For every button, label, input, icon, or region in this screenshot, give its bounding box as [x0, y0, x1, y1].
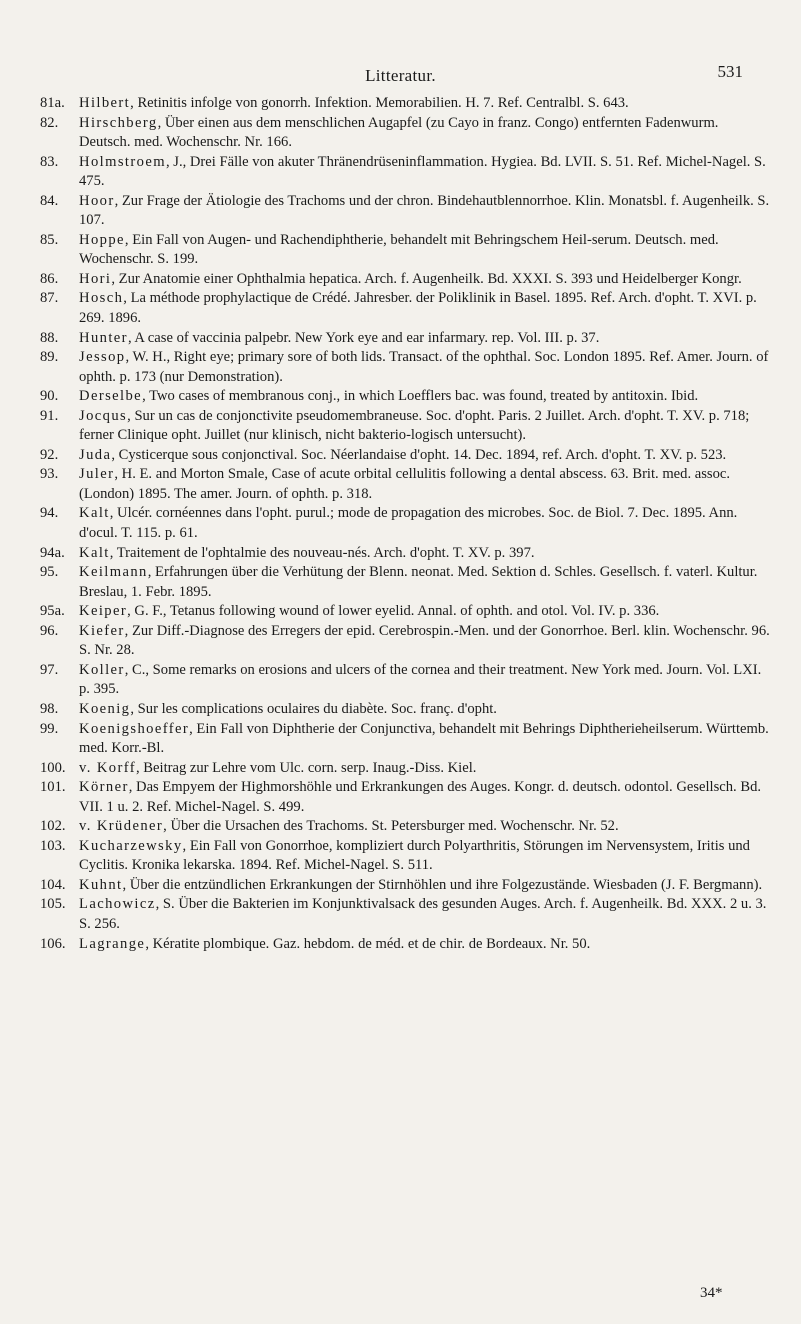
bibliography-entry	[40, 114, 770, 153]
entry-number: 99.	[40, 720, 59, 737]
bibliography-entry	[40, 465, 770, 504]
entry-number: 91.	[40, 407, 59, 424]
entry-author: Kalt	[79, 505, 110, 522]
entry-text: , Cysticerque sous conjonctival. Soc. Néerlandaise d'opht. 14. Dec. 1894, ref. Arch. d'opht. T. XV. p. 523.	[111, 446, 727, 463]
entry-text: , Über die entzündlichen Erkrankungen der Stirnhöhlen und ihre Folgezustände. Wiesbaden (J. F. Bergmann).	[122, 876, 763, 893]
entry-author: Holmstroem	[79, 153, 166, 170]
entry-number: 104.	[40, 876, 66, 893]
entry-text: , Das Empyem der Highmorshöhle und Erkrankungen des Auges. Kongr. d. deutsch. odontol. Gesellsch. Bd. VII. 1 u. 2. Ref. Michel-Nagel. S. 499.	[79, 779, 762, 815]
entry-author: Juler	[79, 466, 115, 483]
entry-number: 88.	[40, 329, 59, 346]
entry-number: 103.	[40, 837, 66, 854]
entry-number: 82.	[40, 114, 59, 131]
entry-number: 84.	[40, 192, 59, 209]
entry-number: 97.	[40, 661, 59, 678]
entry-number: 102.	[40, 818, 66, 835]
entry-text: , Ein Fall von Diphtherie der Conjunctiva, behandelt mit Behrings Diphtherieheilserum. Württemb. med. Korr.-Bl.	[79, 720, 769, 757]
entry-author: Hoor	[79, 192, 115, 209]
bibliography-entry	[40, 759, 770, 779]
signature-mark: 34*	[700, 1285, 723, 1301]
entry-author: Körner	[79, 779, 129, 796]
entry-author: Koenig	[79, 700, 131, 717]
bibliography-entry	[40, 387, 770, 407]
entry-number: 83.	[40, 153, 59, 170]
entry-text: , Ein Fall von Augen- und Rachendiphtherie, behandelt mit Behringschem Heil-serum. Deutsch. med. Wochenschr. S. 199.	[79, 231, 719, 268]
entry-number: 86.	[40, 270, 59, 287]
entry-text: , Ulcér. cornéennes dans l'opht. purul.; mode de propagation des microbes. Soc. de Biol. 7. Dec. 1895. Ann. d'ocul. T. 115. p. 61.	[79, 505, 738, 542]
entry-number: 100.	[40, 759, 66, 776]
bibliography-entry	[40, 407, 770, 446]
entry-text: , Ein Fall von Gonorrhoe, kompliziert durch Polyarthritis, Störungen im Nervensystem, Iritis und Cyclitis. Kronika lekarska. 1894. Ref. Michel-Nagel. S. 511.	[79, 837, 750, 874]
entry-number: 105.	[40, 896, 66, 913]
entry-text: , C., Some remarks on erosions and ulcers of the cornea and their treatment. New York med. Journ. Vol. LXI. p. 395.	[79, 661, 762, 698]
entry-author: Kiefer	[79, 622, 125, 639]
entry-text: , Sur les complications oculaires du diabète. Soc. franç. d'opht.	[130, 700, 497, 717]
bibliography-entry	[40, 348, 770, 387]
bibliography-entry	[40, 231, 770, 270]
entry-text: , Sur un cas de conjonctivite pseudomembraneuse. Soc. d'opht. Paris. 2 Juillet. Arch. d'opht. T. XV. p. 718; ferner Clinique opht. Juillet (nur klinisch, nicht bakterio-logisch untersucht).	[79, 407, 750, 444]
bibliography-entry	[40, 504, 770, 543]
bibliography-entry	[40, 563, 770, 602]
bibliography-entry	[40, 329, 770, 349]
entry-text: , Kératite plombique. Gaz. hebdom. de méd. et de chir. de Bordeaux. Nr. 50.	[145, 935, 591, 952]
entry-text: , S. Über die Bakterien im Konjunktivalsack des gesunden Auges. Arch. f. Augenheilk. Bd. XXX. 2 u. 3. S. 256.	[79, 896, 767, 932]
bibliography-entry	[40, 661, 770, 700]
entry-author: Hoppe	[79, 231, 125, 248]
bibliography-entry	[40, 622, 770, 661]
entry-text: , W. H., Right eye; primary sore of both lids. Transact. of the ophthal. Soc. London 1895. Ref. Amer. Journ. of ophth. p. 173 (nur Demonstration).	[79, 349, 769, 385]
bibliography-entry	[40, 720, 770, 759]
entry-number: 101.	[40, 779, 66, 796]
bibliography-entry	[40, 289, 770, 328]
entry-number: 81a.	[40, 95, 65, 111]
entry-text: , G. F., Tetanus following wound of lower eyelid. Annal. of ophth. and otol. Vol. IV. p. 336.	[127, 603, 660, 620]
entry-author: Hirschberg	[79, 114, 158, 131]
entry-author: Juda	[79, 446, 112, 463]
entry-number: 90.	[40, 388, 59, 405]
entry-number: 96.	[40, 622, 59, 639]
bibliography-entry	[40, 935, 770, 955]
entry-author: Kucharzewsky	[79, 837, 183, 854]
entry-number: 94.	[40, 505, 59, 522]
bibliography-entry	[40, 602, 770, 622]
page-number: 531	[717, 62, 743, 81]
entry-text: , Über die Ursachen des Trachoms. St. Petersburger med. Wochenschr. Nr. 52.	[163, 818, 619, 835]
entry-author: Hori	[79, 270, 112, 287]
entry-author: Kalt	[79, 544, 110, 561]
bibliography-entry	[40, 895, 770, 934]
entry-author: Lachowicz	[79, 896, 156, 913]
entry-number: 87.	[40, 290, 59, 307]
entry-text: , Zur Frage der Ätiologie des Trachoms und der chron. Bindehautblennorrhoe. Klin. Monatsbl. f. Augenheilk. S. 107.	[79, 192, 770, 229]
entry-text: , La méthode prophylactique de Crédé. Jahresber. der Poliklinik in Basel. 1895. Ref. Arch. d'opht. T. XVI. p. 269. 1896.	[79, 290, 757, 327]
entry-number: 98.	[40, 700, 59, 717]
entry-author: Jessop	[79, 349, 126, 366]
entry-number: 106.	[40, 935, 66, 952]
bibliography-entry	[40, 817, 770, 837]
entry-author: Derselbe	[79, 388, 143, 405]
bibliography-entry	[40, 544, 770, 564]
entry-text: , Zur Diff.-Diagnose des Erregers der epid. Cerebrospin.-Men. und der Gonorrhoe. Berl. klin. Wochenschr. 96. S. Nr. 28.	[79, 622, 770, 659]
entry-text: , Traitement de l'ophtalmie des nouveau-nés. Arch. d'opht. T. XV. p. 397.	[109, 544, 535, 561]
entry-author: v. Krüdener	[79, 818, 164, 835]
entry-number: 95.	[40, 564, 59, 581]
entry-author: Koller	[79, 661, 125, 678]
entry-author: Koenigshoeffer	[79, 720, 190, 737]
entry-number: 93.	[40, 466, 59, 483]
bibliography-entry	[40, 192, 770, 231]
entry-number: 94a.	[40, 544, 65, 561]
bibliography-list	[40, 94, 770, 954]
entry-author: Hilbert	[79, 95, 131, 111]
entry-text: , Erfahrungen über die Verhütung der Blenn. neonat. Med. Sektion d. Schles. Gesellsch. f. vaterl. Kultur. Breslau, 1. Febr. 1895.	[79, 564, 758, 600]
entry-text: , Beitrag zur Lehre vom Ulc. corn. serp. Inaug.-Diss. Kiel.	[136, 759, 477, 776]
bibliography-entry	[40, 837, 770, 876]
bibliography-entry	[40, 876, 770, 896]
entry-number: 89.	[40, 349, 59, 366]
bibliography-entry	[40, 94, 770, 114]
entry-author: Hosch	[79, 290, 124, 307]
entry-text: , Two cases of membranous conj., in which Loefflers bac. was found, treated by antitoxin. Ibid.	[142, 388, 699, 405]
entry-text: , Über einen aus dem menschlichen Augapfel (zu Cayo in franz. Congo) entfernten Fadenwurm. Deutsch. med. Wochenschr. Nr. 166.	[79, 114, 719, 151]
entry-author: Hunter	[79, 329, 128, 346]
entry-text: , A case of vaccinia palpebr. New York eye and ear infarmary. rep. Vol. III. p. 37.	[127, 329, 600, 346]
running-head: Litteratur.	[365, 66, 436, 85]
entry-author: Lagrange	[79, 935, 146, 952]
entry-text: , H. E. and Morton Smale, Case of acute orbital cellulitis following a dental abscess. 63. Brit. med. assoc. (London) 1895. The amer. Journ. of ophth. p. 318.	[79, 466, 731, 502]
entry-author: Jocqus	[79, 407, 128, 424]
entry-author: Keiper	[79, 603, 128, 620]
bibliography-entry	[40, 153, 770, 192]
entry-author: Keilmann	[79, 564, 148, 581]
bibliography-entry	[40, 446, 770, 466]
entry-author: Kuhnt	[79, 876, 123, 893]
entry-number: 95a.	[40, 603, 65, 620]
entry-text: , Retinitis infolge von gonorrh. Infektion. Memorabilien. H. 7. Ref. Centralbl. S. 643.	[130, 95, 629, 111]
bibliography-entry	[40, 700, 770, 720]
entry-number: 85.	[40, 231, 59, 248]
entry-author: v. Korff	[79, 759, 136, 776]
entry-number: 92.	[40, 446, 59, 463]
entry-text: , J., Drei Fälle von akuter Thränendrüseninflammation. Hygiea. Bd. LVII. S. 51. Ref. Michel-Nagel. S. 475.	[79, 153, 766, 190]
bibliography-entry	[40, 270, 770, 290]
bibliography-entry	[40, 778, 770, 817]
entry-text: , Zur Anatomie einer Ophthalmia hepatica. Arch. f. Augenheilk. Bd. XXXI. S. 393 und Heidelberger Kongr.	[111, 270, 742, 287]
